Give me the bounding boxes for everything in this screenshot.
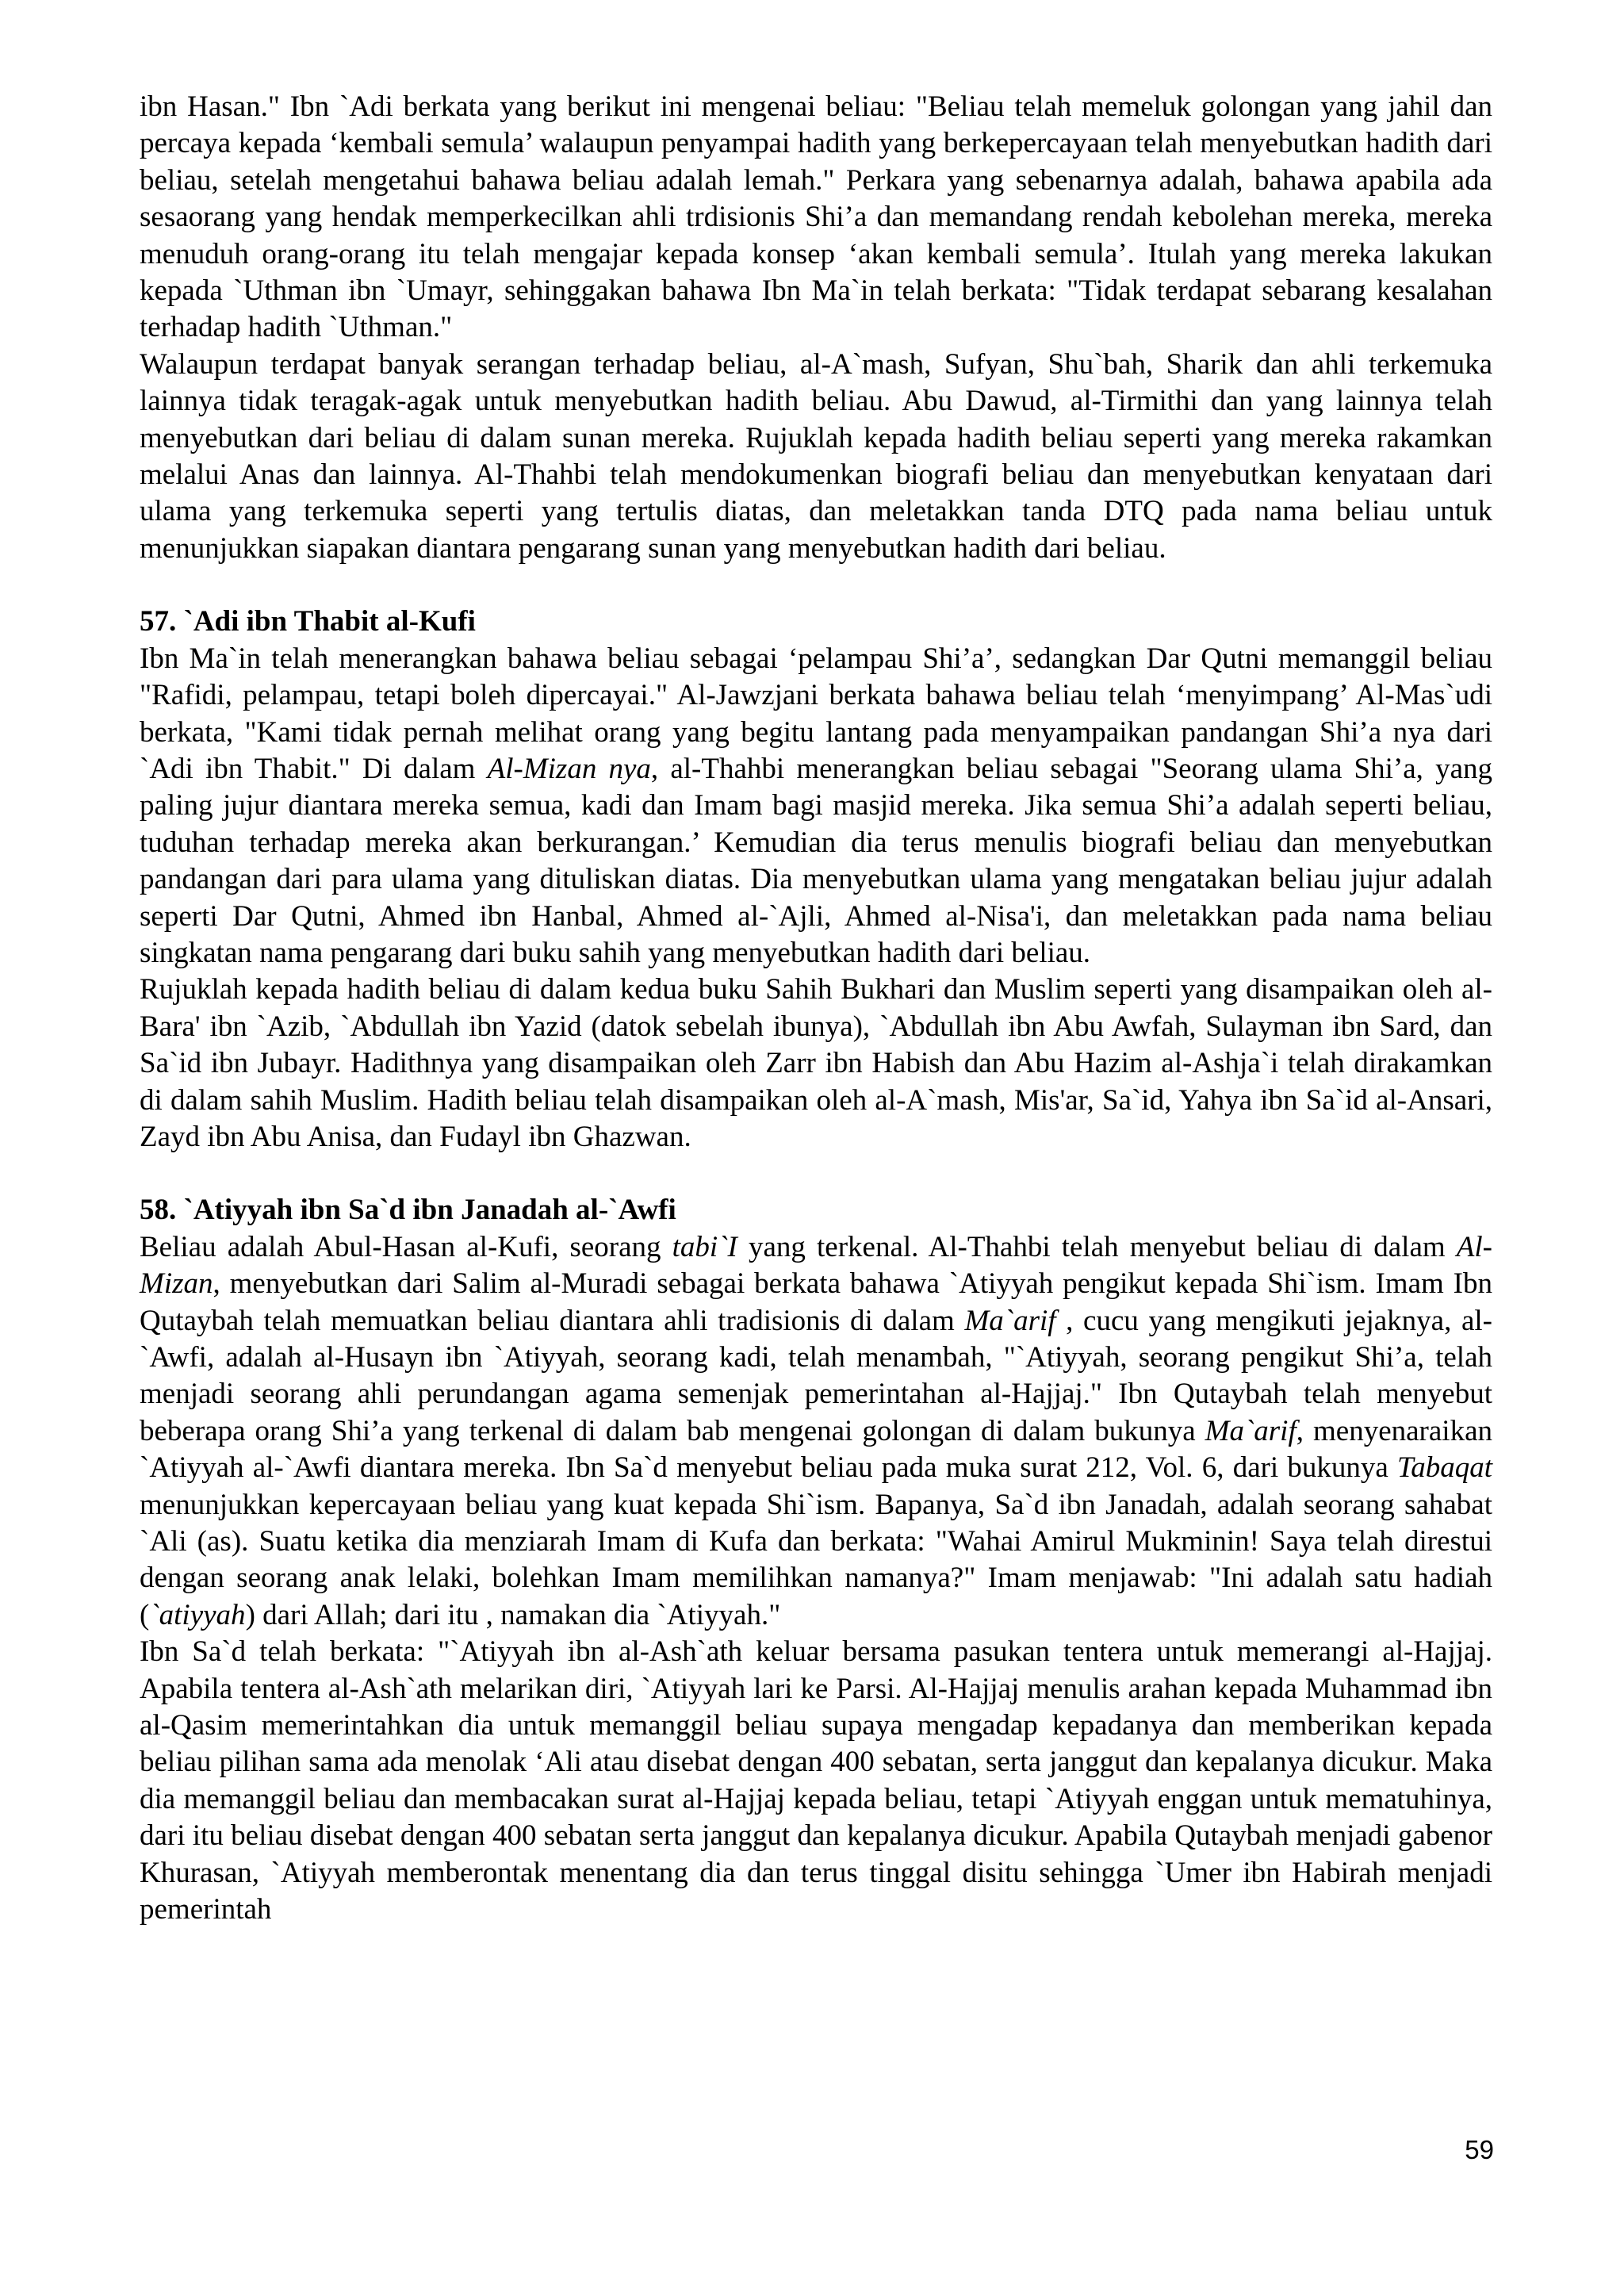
section-heading-57: 57. `Adi ibn Thabit al-Kufi — [140, 605, 476, 638]
paragraph: Ibn Sa`d telah berkata: "`Atiyyah ibn al-Ash`ath keluar bersama pasukan tentera untuk memerangi al-Hajjaj. Apabila tentera al-Ash`ath melarikan diri, `Atiyyah lari ke Parsi. Al-Hajjaj menulis arahan kepada Muhammad ibn al-Qasim memerintahkan dia untuk memanggil beliau supaya mengadap kepadanya dan memberikan kepada beliau pilihan sama ada menolak ‘Ali atau disebat dengan 400 sebatan, serta janggut dan kepalanya dicukur. Maka dia memanggil beliau dan membacakan surat al-Hajjaj kepada beliau, tetapi `Atiyyah enggan untuk mematuhinya, dari itu beliau disebat dengan 400 sebatan serta janggut dan kepalanya dicukur. Apabila Qutaybah menjadi gabenor Khurasan, `Atiyyah memberontak menentang dia dan terus tinggal disitu sehingga `Umer ibn Habirah menjadi pemerintah — [140, 1635, 1492, 1926]
paragraph: ibn Hasan." Ibn `Adi berkata yang berikut ini mengenai beliau: "Beliau telah memeluk golongan yang jahil dan percaya kepada ‘kembali semula’ walaupun penyampai hadith yang berkepercayaan telah menyebutkan hadith dari beliau, setelah mengetahui bahawa beliau adalah lemah." Perkara yang sebenarnya adalah, bahawa apabila ada sesaorang yang hendak memperkecilkan ahli trdisionis Shi’a dan memandang rendah kebolehan mereka, mereka menuduh orang-orang itu telah mengajar kepada konsep ‘akan kembali semula’. Itulah yang mereka lakukan kepada `Uthman ibn `Umayr, sehinggakan bahawa Ibn Ma`in telah berkata: "Tidak terdapat sebarang kesalahan terhadap hadith `Uthman." — [140, 90, 1492, 344]
paragraph: Walaupun terdapat banyak serangan terhadap beliau, al-A`mash, Sufyan, Shu`bah, Sharik dan ahli terkemuka lainnya tidak teragak-agak untuk menyebutkan hadith beliau. Abu Dawud, al-Tirmithi dan yang lainnya telah menyebutkan dari beliau di dalam sunan mereka. Rujuklah kepada hadith beliau seperti yang mereka rakamkan melalui Anas dan lainnya. Al-Thahbi telah mendokumenkan biografi beliau dan menyebutkan kenyataan dari ulama yang terkemuka seperti yang tertulis diatas, dan meletakkan tanda DTQ pada nama beliau untuk menunjukkan siapakan diantara pengarang sunan yang menyebutkan hadith dari beliau. — [140, 347, 1492, 565]
paragraph: Ibn Ma`in telah menerangkan bahawa beliau sebagai ‘pelampau Shi’a’, sedangkan Dar Qutni memanggil beliau "Rafidi, pelampau, tetapi boleh dipercayai." Al-Jawzjani berkata bahawa beliau telah ‘menyimpang’ Al-Mas`udi berkata, "Kami tidak pernah melihat orang yang begitu lantang pada menyampaikan pandangan Shi’a nya dari `Adi ibn Thabit." Di dalam Al-Mizan nya, al-Thahbi menerangkan beliau sebagai "Seorang ulama Shi’a, yang paling jujur diantara mereka semua, kadi dan Imam bagi masjid mereka. Jika semua Shi’a adalah seperti beliau, tuduhan terhadap mereka akan berkurangan.’ Kemudian dia terus menulis biografi beliau dan menyebutkan pandangan dari para ulama yang dituliskan diatas. Dia menyebutkan ulama yang mengatakan beliau jujur adalah seperti Dar Qutni, Ahmed ibn Hanbal, Ahmed al-`Ajli, Ahmed al-Nisa'i, dan meletakkan pada nama beliau singkatan nama pengarang dari buku sahih yang menyebutkan hadith dari beliau. — [140, 642, 1493, 969]
section-gap — [140, 567, 1492, 604]
page-number: 59 — [1465, 2135, 1494, 2164]
document-body — [140, 89, 1492, 1929]
paragraph: Beliau adalah Abul-Hasan al-Kufi, seorang tabi`I yang terkenal. Al-Thahbi telah menyebut beliau di dalam Al-Mizan, menyebutkan dari Salim al-Muradi sebagai berkata bahawa `Atiyyah pengikut kepada Shi`ism. Imam Ibn Qutaybah telah memuatkan beliau diantara ahli tradisionis di dalam Ma`arif , cucu yang mengikuti jejaknya, al-`Awfi, adalah al-Husayn ibn `Atiyyah, seorang kadi, telah menambah, "`Atiyyah, seorang pengikut Shi’a, telah menjadi seorang ahli perundangan agama semenjak pemerintahan al-Hajjaj." Ibn Qutaybah telah menyebut beberapa orang Shi’a yang terkenal di dalam bab mengenai golongan di dalam bukunya Ma`arif, menyenaraikan `Atiyyah al-`Awfi diantara mereka. Ibn Sa`d menyebut beliau pada muka surat 212, Vol. 6, dari bukunya Tabaqat menunjukkan kepercayaan beliau yang kuat kepada Shi`ism. Bapanya, Sa`d ibn Janadah, adalah seorang sahabat `Ali (as). Suatu ketika dia menziarah Imam di Kufa dan berkata: "Wahai Amirul Mukminin! Saya telah direstui dengan seorang anak lelaki, bolehkan Imam memilihkan namanya?" Imam menjawab: "Ini adalah satu hadiah (`atiyyah) dari Allah; dari itu , namakan dia `Atiyyah." — [140, 1230, 1492, 1631]
paragraph: Rujuklah kepada hadith beliau di dalam kedua buku Sahih Bukhari dan Muslim seperti yang disampaikan oleh al-Bara' ibn `Azib, `Abdullah ibn Yazid (datok sebelah ibunya), `Abdullah ibn Abu Awfah, Sulayman ibn Sard, dan Sa`id ibn Jubayr. Hadithnya yang disampaikan oleh Zarr ibn Habish dan Abu Hazim al-Ashja`i telah dirakamkan di dalam sahih Muslim. Hadith beliau telah disampaikan oleh al-A`mash, Mis'ar, Sa`id, Yahya ibn Sa`id al-Ansari, Zayd ibn Abu Anisa, dan Fudayl ibn Ghazwan. — [140, 973, 1492, 1153]
section-heading-58: 58. `Atiyyah ibn Sa`d ibn Janadah al-`Awfi — [140, 1194, 676, 1227]
section-gap — [140, 1156, 1492, 1192]
